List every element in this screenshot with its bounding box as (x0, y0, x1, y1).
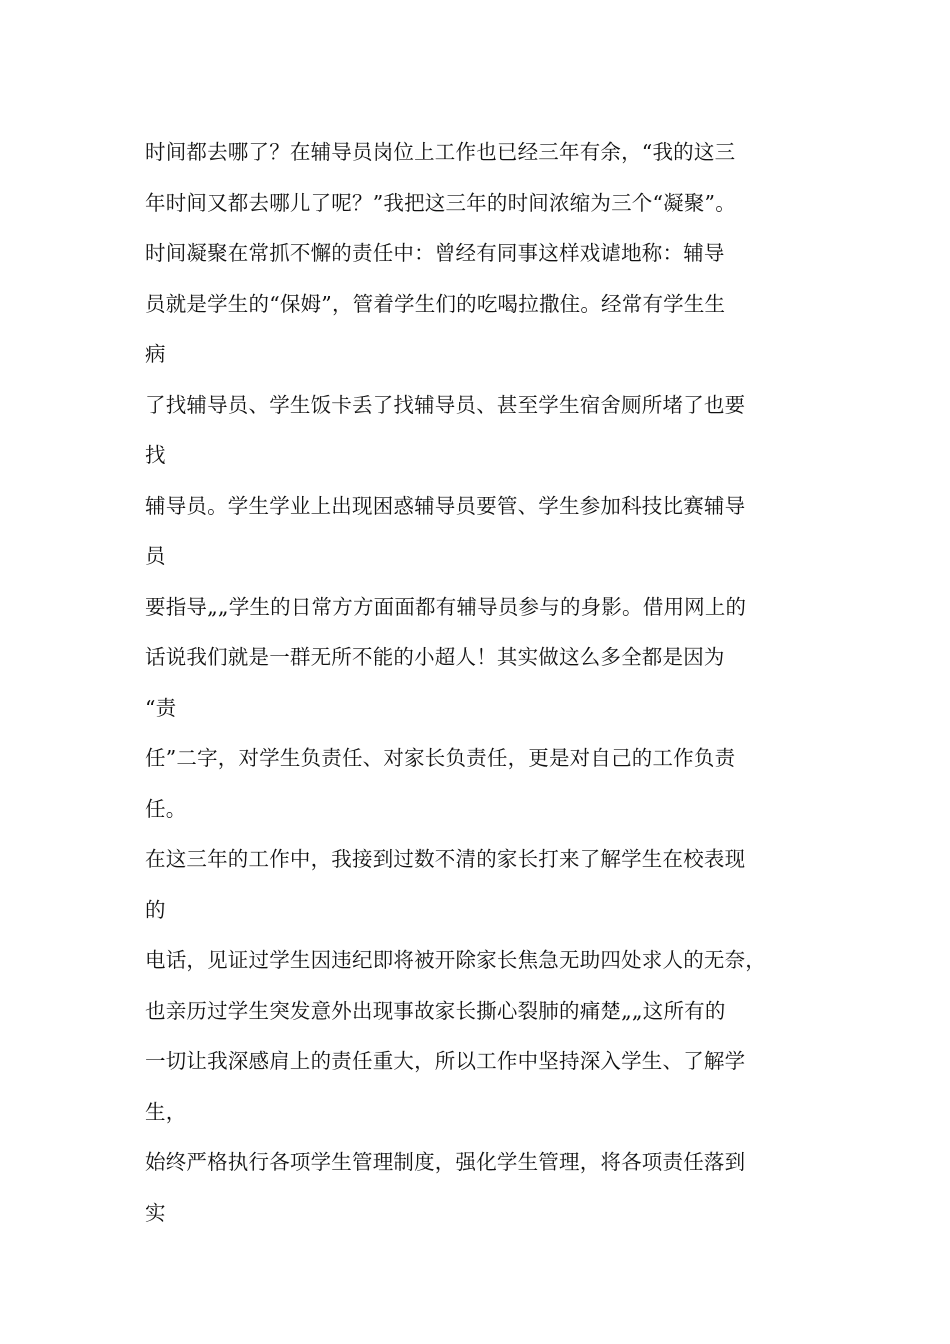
text-line: 时间凝聚在常抓不懈的责任中：曾经有同事这样戏谑地称：辅导 (145, 241, 725, 265)
text-line: 电话，见证过学生因违纪即将被开除家长焦急无助四处求人的无奈， (145, 948, 766, 972)
text-line: 了找辅导员、学生饭卡丢了找辅导员、甚至学生宿舍厕所堵了也要 (145, 392, 746, 417)
text-line: 病 (145, 342, 166, 366)
text-line: 始终严格执行各项学生管理制度，强化学生管理，将各项责任落到 (145, 1150, 746, 1174)
text-line: 实 (145, 1200, 166, 1225)
text-line: 找 (145, 443, 166, 467)
text-line: 生， (145, 1099, 187, 1124)
text-line: 辅导员。学生学业上出现困惑辅导员要管、学生参加科技比赛辅导 (145, 493, 746, 518)
text-line: 也亲历过学生突发意外出现事故家长撕心裂肺的痛楚„„这所有的 (145, 998, 726, 1023)
text-line: 要指导„„学生的日常方方面面都有辅导员参与的身影。借用网上的 (145, 594, 747, 619)
text-line: 员就是学生的“保姆”，管着学生们的吃喝拉撒住。经常有学生生 (145, 291, 726, 316)
text-line: 年时间又都去哪儿了呢？”我把这三年的时间浓缩为三个“凝聚”。 (145, 190, 736, 215)
text-line: 一切让我深感肩上的责任重大，所以工作中坚持深入学生、了解学 (145, 1049, 746, 1073)
text-line: 任。 (145, 796, 187, 821)
text-line: 话说我们就是一群无所不能的小超人！其实做这么多全都是因为 (145, 645, 725, 669)
text-line: “责 (145, 695, 177, 720)
text-line: 时间都去哪了？在辅导员岗位上工作也已经三年有余，“我的这三 (145, 140, 736, 164)
text-line: 的 (145, 897, 166, 922)
text-line: 员 (145, 544, 166, 568)
text-line: 在这三年的工作中，我接到过数不清的家长打来了解学生在校表现 (145, 847, 746, 871)
text-line: 任”二字，对学生负责任、对家长负责任，更是对自己的工作负责 (145, 746, 736, 770)
document-body (145, 133, 845, 1244)
